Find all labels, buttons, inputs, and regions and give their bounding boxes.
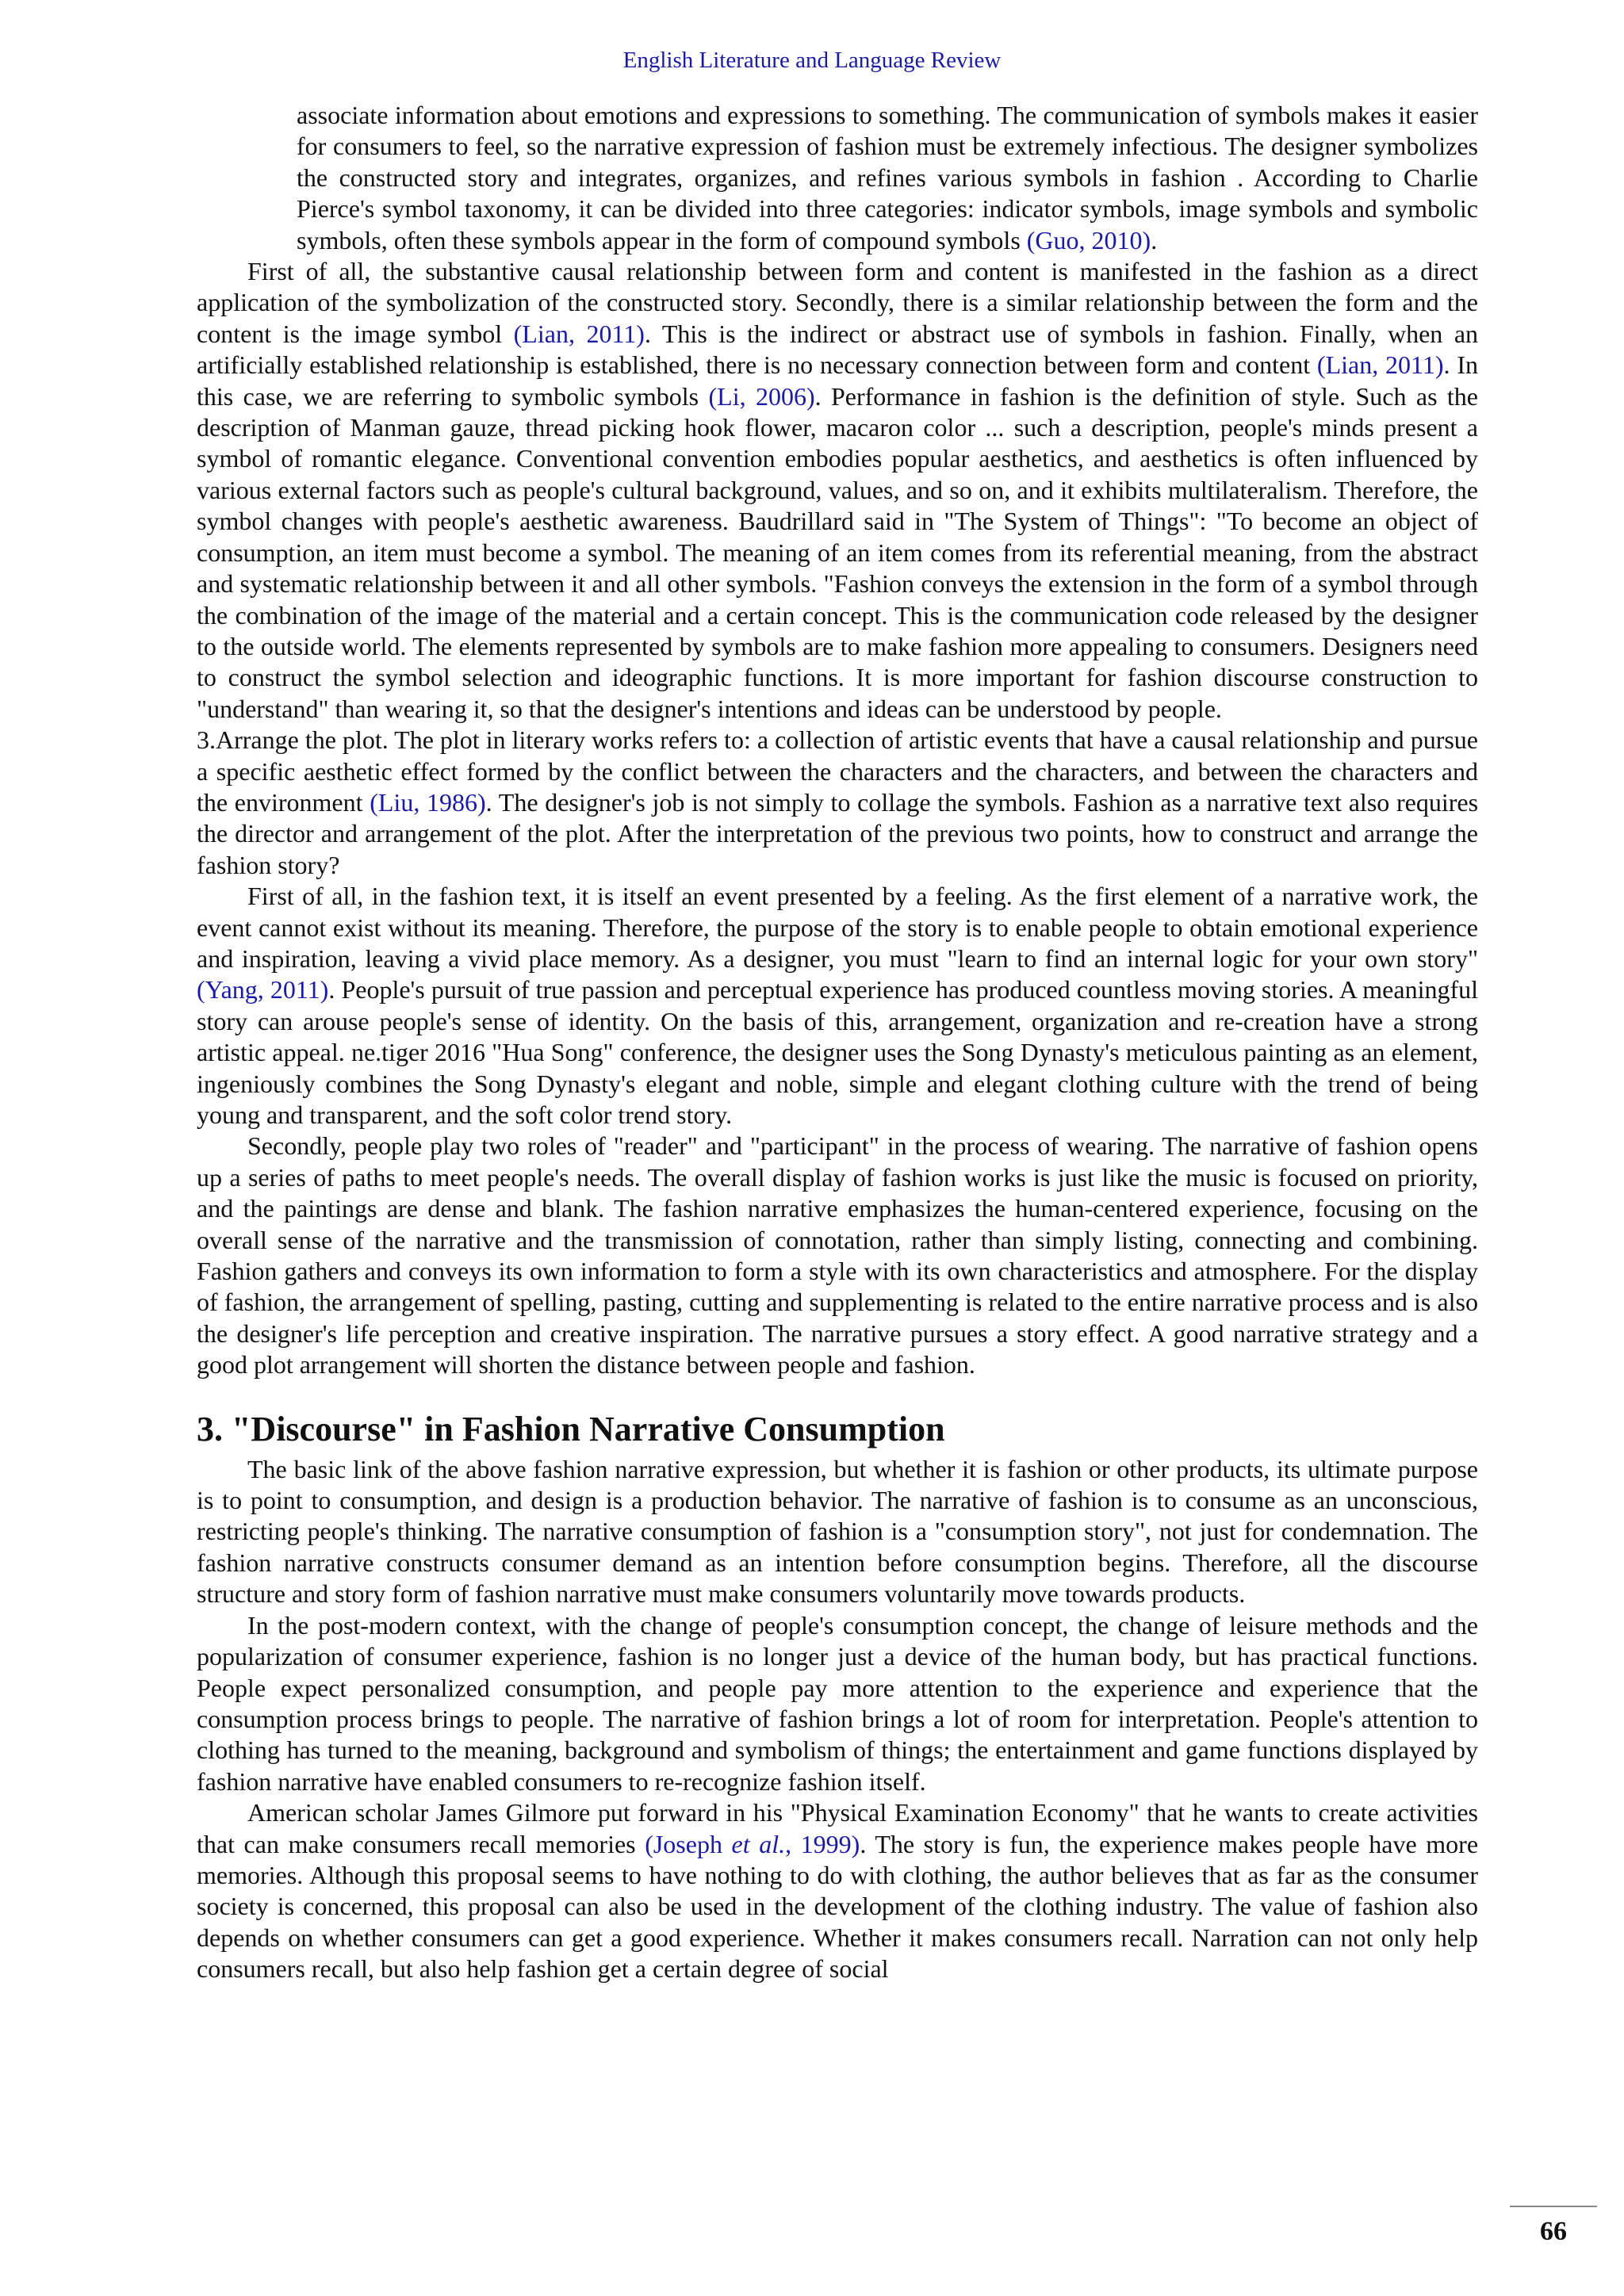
- text-run: First of all, in the fashion text, it is itself an event presented by a feeling. As the first element of a narrative work, the event cannot exist without its meaning. Therefore, the purpose of the story is to enable people to obtain emotional experience and inspiration, leaving a vivid place memory. As a designer, you must "learn to find an internal logic for your own story": [197, 882, 1478, 973]
- text-run: . This is the indirect or abstract use of symbols in fashion. Finally, when an artificially established relationship is established, there is no necessary connection between form and content: [197, 319, 1479, 380]
- paragraph-consumption-purpose: [197, 1454, 1478, 1610]
- citation-link[interactable]: [645, 1830, 860, 1858]
- citation-link[interactable]: (Li, 2006): [708, 381, 815, 411]
- text-run: . The story is fun, the experience makes people have more memories. Although this proposal seems to have nothing to do with clothing, the author believes that as far as the consumer society is concerned, this proposal can also be used in the development of the clothing industry. The value of fashion also depends on whether consumers can get a good experience. Whether it makes consumers recall. Narration can not only help consumers recall, but also help fashion get a certain degree of social: [197, 1829, 1479, 1984]
- paragraph-symbol-taxonomy: [197, 100, 1478, 256]
- citation-etal: et al.: [731, 1829, 786, 1858]
- page-number: 66: [1540, 2217, 1567, 2246]
- text-run: . Performance in fashion is the definition of style. Such as the description of Manman gauze, thread picking hook flower, macaron color ... such a description, people's minds present a symbol of romantic elegance. Conventional convention embodies popular aesthetics, and aesthetics is often influenced by various external factors such as people's cultural background, values, and so on, and it exhibits multilateralism. Therefore, the symbol changes with people's aesthetic awareness. Baudrillard said in "The System of Things": "To become an object of consumption, an item must become a symbol. The meaning of an item comes from its referential meaning, from the abstract and systematic relationship between it and all other symbols. "Fashion conveys the extension in the form of a symbol through the combination of the image of the material and a certain concept. This is the communication code released by the designer to the outside world. The elements represented by symbols are to make fashion more appealing to consumers. Designers need to construct the symbol selection and ideographic functions. It is more important for fashion discourse construction to "understand" than wearing it, so that the designer's intentions and ideas can be understood by people.: [197, 381, 1479, 723]
- journal-header: English Literature and Language Review: [622, 48, 1002, 73]
- text-run: The basic link of the above fashion narrative expression, but whether it is fashion or other products, its ultimate purpose is to point to consumption, and design is a production behavior. The narrative of fashion is to consume as an unconscious, restricting people's thinking. The narrative consumption of fashion is a "consumption story", not just for condemnation. The fashion narrative constructs consumer demand as an intention before consumption begins. Therefore, all the discourse structure and story form of fashion narrative must make consumers voluntarily move towards products.: [197, 1454, 1478, 1609]
- text-run: Secondly, people play two roles of "reader" and "participant" in the process of wearing. The narrative of fashion opens up a series of paths to meet people's needs. The overall display of fashion works is just like the music is focused on priority, and the paintings are dense and blank. The fashion narrative emphasizes the human-centered experience, focusing on the overall sense of the narrative and the transmission of connotation, rather than simply listing, connecting and combining. Fashion gathers and conveys its own information to form a style with its own characteristics and atmosphere. For the display of fashion, the arrangement of spelling, pasting, cutting and supplementing is related to the entire narrative process and is also the designer's life perception and creative inspiration. The narrative pursues a story effect. A good narrative strategy and a good plot arrangement will shorten the distance between people and fashion.: [197, 1131, 1478, 1380]
- footer-rule: [1510, 2206, 1597, 2207]
- text-run: . The designer's job is not simply to collage the symbols. Fashion as a narrative text also requires the director and arrangement of the plot. After the interpretation of the previous two points, how to construct and arrange the fashion story?: [197, 787, 1479, 879]
- text-run: .: [1151, 225, 1158, 254]
- text-run: In the post-modern context, with the change of people's consumption concept, the change of leisure methods and the popularization of consumer experience, fashion is no longer just a device of the human body, but has practical functions. People expect personalized consumption, and people pay more attention to the experience and experience that the consumption process brings to people. The narrative of fashion brings a lot of room for interpretation. People's attention to clothing has turned to the meaning, background and symbolism of things; the entertainment and game functions displayed by fashion narrative have enabled consumers to re-recognize fashion itself.: [197, 1610, 1478, 1796]
- paragraph-fashion-text: [197, 881, 1478, 1131]
- paragraph-form-content: [197, 256, 1478, 725]
- paragraph-arrange-plot: [197, 725, 1478, 881]
- text-run: . People's pursuit of true passion and perceptual experience has produced countless moving stories. A meaningful story can arouse people's sense of identity. On the basis of this, arrangement, organization and re-creation have a strong artistic appeal. ne.tiger 2016 "Hua Song" conference, the designer uses the Song Dynasty's meticulous painting as an element, ingeniously combines the Song Dynasty's elegant and noble, simple and elegant clothing culture with the trend of being young and transparent, and the soft color trend story.: [197, 975, 1479, 1129]
- paragraph-reader-participant: [197, 1131, 1478, 1380]
- citation-author: (Joseph: [645, 1829, 732, 1858]
- citation-link[interactable]: (Liu, 1986): [370, 787, 486, 817]
- citation-link[interactable]: (Yang, 2011): [197, 975, 329, 1004]
- text-run: First of all, the substantive causal relationship between form and content is manifested in the fashion as a direct application of the symbolization of the constructed story. Secondly, there is a similar relationship between the form and the content is the image symbol: [197, 257, 1478, 348]
- paragraph-post-modern-context: [197, 1610, 1478, 1797]
- text-run: 3.Arrange the plot. The plot in literary works refers to: a collection of artistic events that have a causal relationship and pursue a specific aesthetic effect formed by the conflict between the characters and the characters, and between the characters and the environment: [197, 725, 1478, 817]
- text-run: American scholar James Gilmore put forward in his "Physical Examination Economy" that he wants to create activities that can make consumers recall memories: [197, 1798, 1478, 1858]
- text-run: associate information about emotions and expressions to something. The communication of symbols makes it easier for consumers to feel, so the narrative expression of fashion must be extremely infectious. The designer symbolizes the constructed story and integrates, organizes, and refines various symbols in fashion . According to Charlie Pierce's symbol taxonomy, it can be divided into three categories: indicator symbols, image symbols and symbolic symbols, often these symbols appear in the form of compound symbols: [297, 101, 1478, 254]
- citation-link[interactable]: (Lian, 2011): [513, 319, 645, 348]
- section-heading: 3. "Discourse" in Fashion Narrative Consumption: [197, 1409, 945, 1448]
- text-run: . In this case, we are referring to symbolic symbols: [197, 350, 1478, 411]
- article-body: [197, 100, 1478, 1985]
- citation-link[interactable]: (Guo, 2010): [1026, 225, 1151, 254]
- citation-link[interactable]: (Lian, 2011): [1316, 350, 1444, 380]
- citation-year: , 1999): [785, 1829, 860, 1858]
- paragraph-gilmore: [197, 1797, 1478, 1984]
